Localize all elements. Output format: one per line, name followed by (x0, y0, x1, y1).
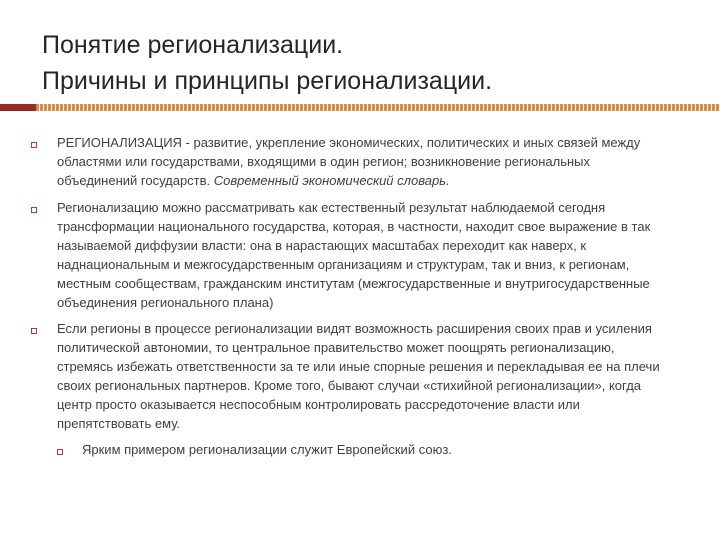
bullet-3-text: Если регионы в процессе регионализации видят возможность расширения своих прав и усиления политической автономии, то центральное правительство может поощрять регионализацию, стремясь избежать ответственности за те или иные спорные решения и перекладывая ее на плечи своих региональных партнеров. Кроме того, бывают случаи «стихийной регионализации», когда центр просто оказывается неспособным контролировать рассредоточение власти или препятствовать ему. (57, 321, 660, 431)
title-divider-band (0, 104, 720, 111)
bullet-item-2 (57, 198, 665, 312)
square-bullet-icon (31, 207, 37, 213)
divider-dark-segment (0, 104, 36, 111)
square-bullet-icon (31, 328, 37, 334)
bullet-1-source: Современный экономический словарь. (210, 173, 450, 188)
square-bullet-icon (31, 142, 37, 148)
bullet-item-3 (57, 319, 662, 433)
bullet-1-text: РЕГИОНАЛИЗАЦИЯ - развитие, укрепление экономических, политических и иных связей между областями или государствами, входящими в один регион; возникновение региональных объединений государств. (57, 135, 641, 188)
bullet-item-1 (57, 133, 657, 190)
sub-bullet-text: Ярким примером регионализации служит Европейский союз. (82, 442, 452, 457)
divider-orange-segment (36, 104, 720, 111)
slide-title-line-1: Понятие регионализации. (42, 31, 344, 59)
bullet-2-text: Регионализацию можно рассматривать как естественный результат наблюдаемой сегодня трансформации национального государства, которая, в частности, находит свое выражение в так называемой диффузии власти: она в нарастающих масштабах переходит как наверх, к наднациональным и межгосударственным организациям и структурам, так и вниз, к регионам, местным сообществам, гражданским институтам (межгосударственные и внутригосударственные объединения регионального плана) (57, 200, 651, 310)
slide-title-line-2: Причины и принципы регионализации. (42, 67, 493, 95)
square-sub-bullet-icon (57, 449, 63, 455)
sub-bullet-item (82, 440, 642, 459)
